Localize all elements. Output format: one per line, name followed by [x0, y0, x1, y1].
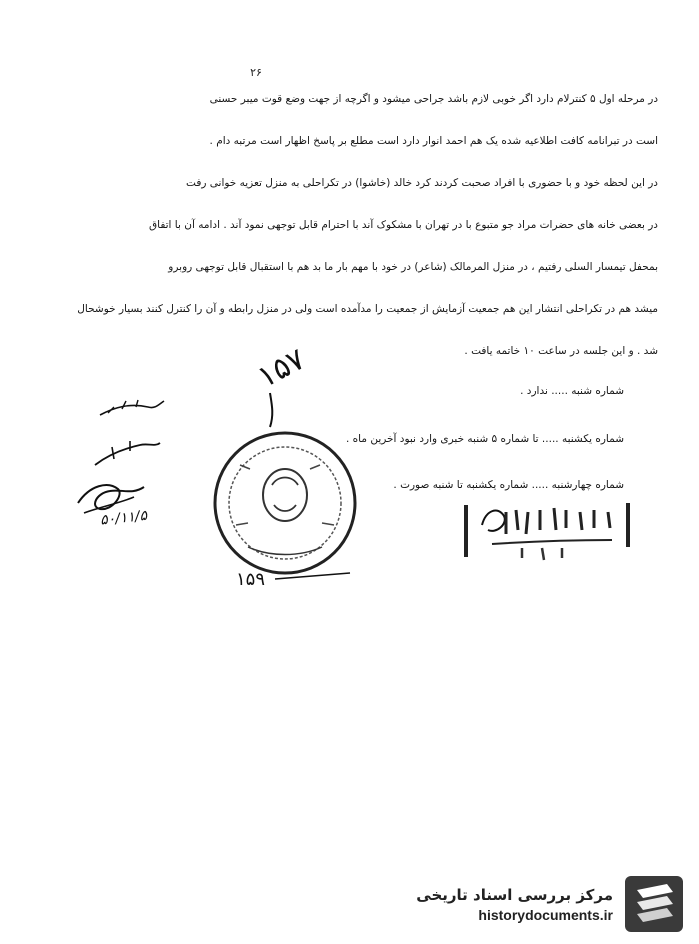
footer-watermark — [395, 874, 685, 934]
body-line-4: در بعضی خانه های حضرات مراد جو متبوع با در تهران با مشکوک آند با احترام قابل توجهی نمود آند . ادامه آن با اتفاق — [148, 219, 658, 231]
body-line-2: است در تبرانامه کافت اطلاعیه شده یک هم احمد انوار دارد است مطلع بر پاسخ اظهار است مرتبه دام . — [209, 135, 658, 147]
right-stamped-signature — [462, 500, 637, 565]
body-line-5: بمحفل تیمسار السلی رفتیم ، در منزل المرمالک (شاعر) در خود با مهم بار ما بد هم با استقبال قابل توجهی روبرو — [168, 261, 658, 273]
website-url: historydocuments.ir — [478, 907, 613, 923]
page-number-top: ۲۶ — [250, 66, 262, 79]
body-line-6: میشد هم در تکراحلی انتشار این هم جمعیت آزمایش از جمعیت را مدآمده است ولی در منزل رابطه و آن را کنترل کنند بسیار خوشحال — [77, 303, 658, 315]
archive-logo-icon — [623, 874, 685, 934]
official-stamp — [200, 335, 370, 595]
stamp-top-number: ۱۵۷ — [251, 341, 312, 396]
body-line-3: در این لحظه خود و با حضوری با افراد صحبت کردند کرد خالد (خاشوا) در تکراحلی به منزل تعزیه خوانی رفت — [186, 177, 658, 189]
body-line-7: شد . و این جلسه در ساعت ۱۰ خاتمه یافت . — [464, 345, 658, 357]
status-line-3: شماره چهارشنبه ..... شماره یکشنبه تا شنبه صورت . — [393, 479, 624, 491]
stamp-bottom-number: ۱۵۹ — [236, 569, 266, 590]
document-body — [28, 92, 658, 376]
body-line-1: در مرحله اول ۵ کنترلام دارد اگر خوبی لازم باشد جراحی میشود و اگرچه از جهت وضع قوت میبر حسنی — [209, 93, 658, 105]
org-name: مرکز بررسی اسناد تاریخی — [416, 886, 613, 904]
status-line-1: شماره شنبه ..... ندارد . — [520, 385, 624, 397]
status-line-2: شماره یکشنبه ..... تا شماره ۵ شنبه خبری وارد نبود آخرین ماه . — [346, 433, 624, 445]
left-signature-date: ۵۰/۱۱/۵ — [99, 507, 148, 529]
